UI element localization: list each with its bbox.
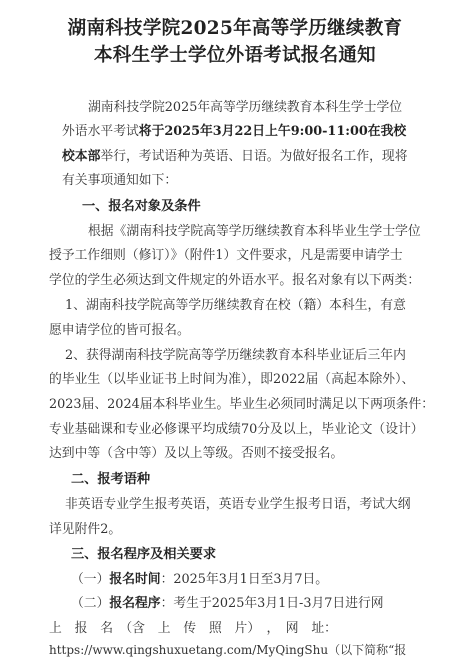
- section1-item2-line-2: 的毕业生（以毕业证书上时间为准），即2022届（高起本除外）、: [49, 372, 415, 387]
- intro-line-1: 湖南科技学院2025年高等学历继续教育本科生学士学位: [88, 100, 403, 115]
- section2-heading: 二、报考语种: [71, 472, 151, 487]
- registration-procedure-value: ：考生于2025年3月1日-3月7日进行网: [160, 596, 384, 611]
- notice-title-line1: 湖南科技学院2025年高等学历继续教育: [67, 18, 403, 39]
- section3-heading: 三、报名程序及相关要求: [71, 547, 217, 562]
- registration-time-line: [71, 568, 328, 587]
- registration-url-line: https://www.qingshuxuetang.com/MyQingShu（以下简称“报: [49, 643, 407, 657]
- intro-line-4: 有关事项通知如下：: [62, 173, 178, 188]
- section1-para-line-3: 学位的学生必须达到文件规定的外语水平。报名对象有以下两类：: [49, 273, 421, 288]
- section1-heading: 一、报名对象及条件: [82, 199, 201, 214]
- section2-para-line-1: 非英语专业学生报考英语，英语专业学生报考日语，考试大纲: [65, 497, 411, 512]
- registration-procedure-label: 报名程序: [109, 596, 161, 611]
- section1-para-line-1: 根据《湖南科技学院高等学历继续教育本科毕业生学士学位: [88, 224, 421, 239]
- section1-item1-line-2: 愿申请学位的皆可报名。: [49, 323, 190, 338]
- registration-procedure-line-2: 上 报 名 （含 上 传 照 片） ， 网 址：: [49, 621, 337, 636]
- exam-date-time: 将于2025年3月22日上午9:00-11:00在我校: [138, 124, 407, 139]
- exam-location: 校本部: [62, 149, 101, 164]
- registration-time-label: 报名时间: [109, 572, 161, 587]
- intro-line-3b: 举行，考试语种为英语、日语。为做好报名工作，现将: [100, 149, 408, 164]
- intro-line-3: [62, 145, 408, 164]
- section1-item2-line-5: 达到中等（含中等）及以上等级。否则不接受报名。: [49, 446, 344, 461]
- intro-line-2: [62, 120, 406, 139]
- registration-procedure-prefix: （二）: [71, 596, 110, 611]
- registration-time-prefix: （一）: [71, 572, 110, 587]
- section1-item1-line-1: 1、湖南科技学院高等学历继续教育在校（籍）本科生，有意: [65, 298, 406, 313]
- notice-title-line2: 本科生学士学位外语考试报名通知: [93, 45, 376, 66]
- intro-line-2a: 外语水平考试: [62, 124, 139, 139]
- section1-item2-line-3: 2023届、2024届本科毕业生。毕业生必须同时满足以下两项条件：: [49, 397, 435, 412]
- section1-para-line-2: 授予工作细则（修订）》（附件1）文件要求，凡是需要申请学士: [49, 248, 403, 263]
- registration-time-value: ：2025年3月1日至3月7日。: [160, 572, 329, 587]
- section1-item2-line-4: 专业基础课和专业必修课平均成绩70分及以上，毕业论文（设计）: [49, 422, 424, 437]
- registration-procedure-line-1: [71, 592, 384, 611]
- section2-para-line-2: 详见附件2。: [49, 522, 122, 537]
- section1-item2-line-1: 2、获得湖南科技学院高等学历继续教育本科毕业证后三年内: [65, 348, 406, 363]
